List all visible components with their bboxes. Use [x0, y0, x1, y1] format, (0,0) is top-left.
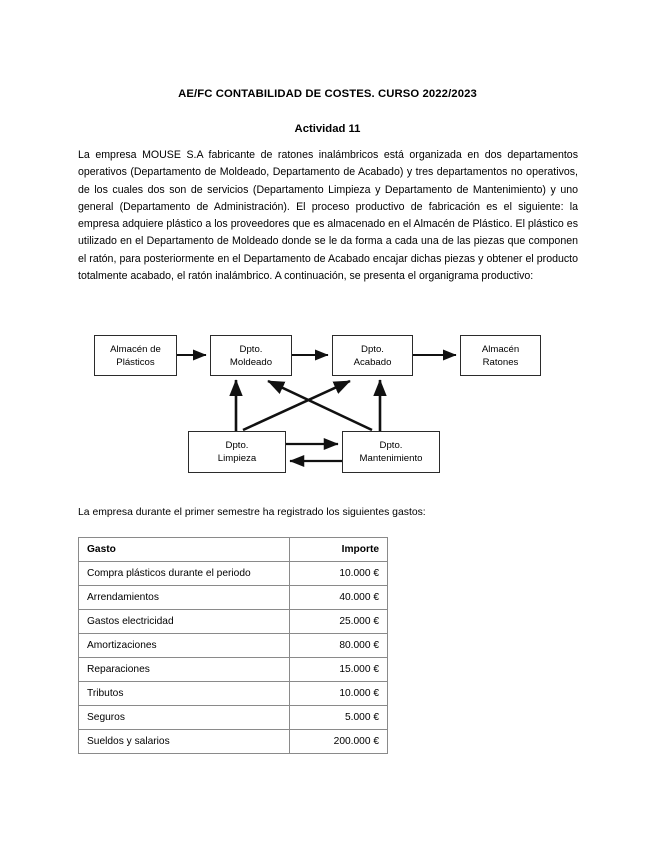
- table-row: [79, 682, 388, 706]
- table-row: [79, 610, 388, 634]
- cell-gasto: Compra plásticos durante el periodo: [79, 562, 290, 586]
- cell-gasto: Sueldos y salarios: [79, 730, 290, 754]
- table-row: [79, 730, 388, 754]
- column-header-gasto: Gasto: [79, 538, 290, 562]
- cell-importe: 40.000 €: [290, 586, 388, 610]
- page-title: AE/FC CONTABILIDAD DE COSTES. CURSO 2022/2023: [178, 88, 477, 100]
- activity-title: Actividad 11: [294, 123, 361, 135]
- node-label-line2: Limpieza: [217, 453, 257, 464]
- cell-gasto: Arrendamientos: [79, 586, 290, 610]
- node-label-line1: Almacén de: [110, 343, 161, 355]
- node-label-line2: Acabado: [353, 356, 392, 368]
- cell-importe: 5.000 €: [290, 706, 388, 730]
- diagram-node-dpto-acabado: [332, 335, 413, 376]
- diagram-node-almacen-plasticos: [94, 335, 177, 376]
- expenses-table-body: [79, 562, 388, 754]
- diagram-node-dpto-limpieza: [188, 431, 286, 473]
- node-label-line1: Almacén: [481, 343, 520, 355]
- cell-gasto: Gastos electricidad: [79, 610, 290, 634]
- column-header-importe: Importe: [290, 538, 388, 562]
- cell-importe: 25.000 €: [290, 610, 388, 634]
- edge-mantenimiento-to-moldeado: [268, 381, 372, 430]
- diagram-node-dpto-mantenimiento: [342, 431, 440, 473]
- cell-importe: 200.000 €: [290, 730, 388, 754]
- cell-gasto: Amortizaciones: [79, 634, 290, 658]
- edge-limpieza-to-acabado: [243, 381, 350, 430]
- cell-gasto: Reparaciones: [79, 658, 290, 682]
- diagram-node-dpto-moldeado: [210, 335, 292, 376]
- node-label-line1: Dpto.: [361, 343, 384, 355]
- table-row: [79, 658, 388, 682]
- node-label-line1: Dpto.: [225, 440, 249, 451]
- table-row: [79, 586, 388, 610]
- node-label-line2: Moldeado: [229, 356, 273, 368]
- expenses-table: [78, 537, 388, 754]
- cell-importe: 10.000 €: [290, 562, 388, 586]
- node-label-line2: Ratones: [482, 356, 519, 368]
- diagram-node-almacen-ratones: [460, 335, 541, 376]
- table-row: [79, 706, 388, 730]
- table-row: [79, 562, 388, 586]
- node-label-line2: Plásticos: [116, 356, 155, 368]
- cell-gasto: Tributos: [79, 682, 290, 706]
- node-label-line2: Mantenimiento: [359, 453, 423, 464]
- body-paragraph: La empresa MOUSE S.A fabricante de ratones inalámbricos está organizada en dos departamentos operativos (Departamento de Moldeado, Departamento de Acabado) y tres departamentos no operativos, de los cuales dos son de servicios (Departamento Limpieza y Departamento de Mantenimiento) y uno general (Departamento de Administración). El proceso productivo de fabricación es el siguiente: la empresa adquiere plástico a los proveedores que es almacenado en el Almacén de Plástico. El plástico es utilizado en el Departamento de Moldeado donde se le da forma a cada una de las piezas que componen el ratón, para posteriormente en el Departamento de Acabado encajar dichas piezas y obtener el producto totalmente acabado, el ratón inalámbrico. A continuación, se presenta el organigrama productivo:: [78, 149, 578, 283]
- cell-importe: 80.000 €: [290, 634, 388, 658]
- table-header-row: [79, 538, 388, 562]
- table-row: [79, 634, 388, 658]
- cell-importe: 15.000 €: [290, 658, 388, 682]
- node-label-line1: Dpto.: [239, 343, 263, 355]
- node-label-line1: Dpto.: [379, 440, 403, 451]
- table-lead-in-text: La empresa durante el primer semestre ha registrado los siguientes gastos:: [78, 507, 426, 518]
- cell-importe: 10.000 €: [290, 682, 388, 706]
- cell-gasto: Seguros: [79, 706, 290, 730]
